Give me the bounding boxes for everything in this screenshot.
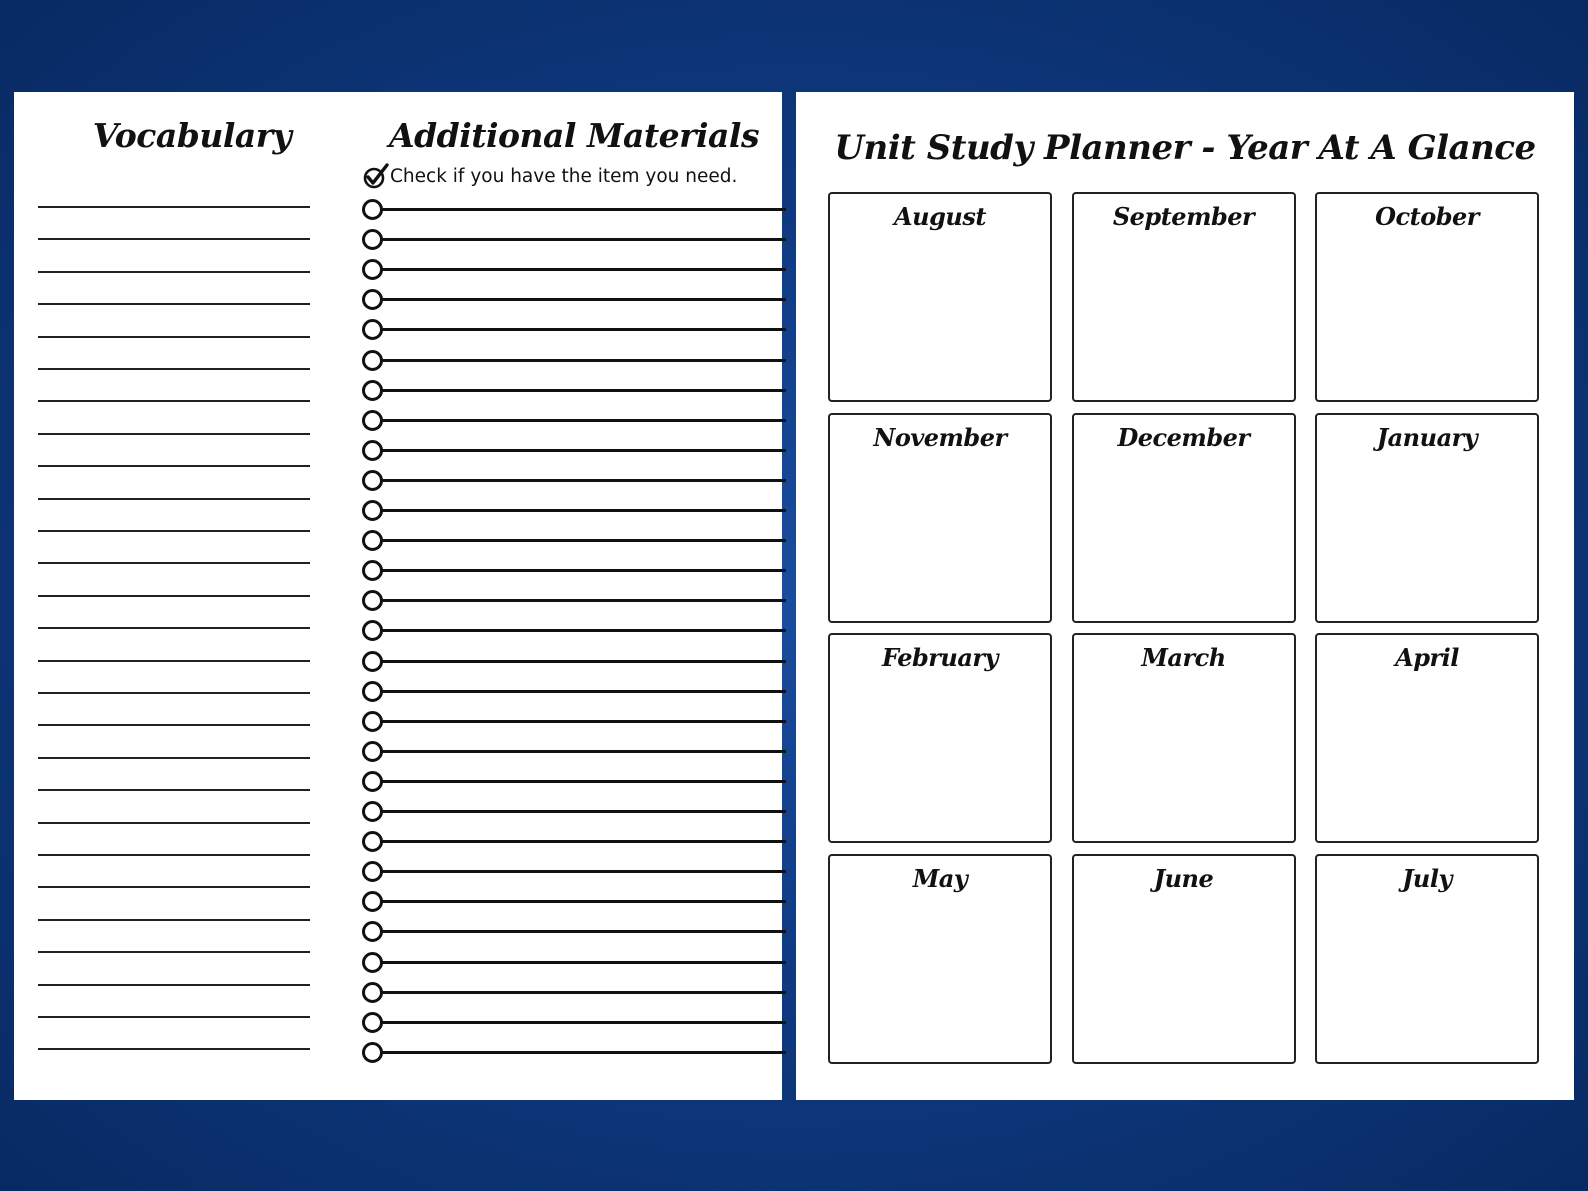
month-label: August: [894, 202, 986, 231]
materials-row: [362, 380, 786, 402]
materials-row: [362, 289, 786, 311]
month-label: June: [1153, 863, 1214, 893]
month-box-april[interactable]: [1315, 633, 1539, 843]
materials-row: [362, 229, 786, 251]
materials-line[interactable]: [378, 961, 786, 964]
materials-line[interactable]: [378, 419, 786, 422]
materials-line[interactable]: [378, 298, 786, 301]
materials-row: [362, 982, 786, 1004]
materials-checkbox[interactable]: [362, 410, 383, 431]
materials-line[interactable]: [378, 629, 786, 632]
materials-line[interactable]: [378, 208, 786, 211]
materials-checkbox[interactable]: [362, 921, 383, 942]
vocabulary-heading: Vocabulary: [92, 116, 292, 155]
month-box-june[interactable]: [1072, 854, 1296, 1064]
materials-row: [362, 590, 786, 612]
month-box-march[interactable]: [1072, 633, 1296, 843]
materials-row: [362, 199, 786, 221]
materials-line[interactable]: [378, 389, 786, 392]
month-label: November: [873, 422, 1007, 452]
materials-row: [362, 861, 786, 883]
month-box-january[interactable]: [1315, 413, 1539, 623]
materials-row: [362, 259, 786, 281]
right-planner-page: [796, 92, 1574, 1100]
materials-checkbox[interactable]: [362, 801, 383, 822]
materials-line[interactable]: [378, 780, 786, 783]
month-box-november[interactable]: [828, 413, 1052, 623]
materials-line[interactable]: [378, 1051, 786, 1054]
month-box-may[interactable]: [828, 854, 1052, 1064]
materials-checkbox[interactable]: [362, 560, 383, 581]
planner-title: Unit Study Planner - Year At A Glance: [834, 128, 1536, 168]
materials-row: [362, 440, 786, 462]
month-label: May: [912, 863, 968, 893]
materials-checklist: [14, 92, 782, 1100]
materials-line[interactable]: [378, 328, 786, 331]
month-label: March: [1141, 643, 1226, 672]
materials-checkbox[interactable]: [362, 380, 383, 401]
materials-checkbox[interactable]: [362, 319, 383, 340]
materials-row: [362, 711, 786, 733]
materials-row: [362, 319, 786, 341]
materials-checkbox[interactable]: [362, 681, 383, 702]
materials-checkbox[interactable]: [362, 771, 383, 792]
materials-line[interactable]: [378, 810, 786, 813]
month-box-july[interactable]: [1315, 854, 1539, 1064]
materials-row: [362, 801, 786, 823]
materials-checkbox[interactable]: [362, 199, 383, 220]
month-box-october[interactable]: [1315, 192, 1539, 402]
month-grid: [828, 192, 1543, 1064]
month-label: December: [1117, 422, 1250, 452]
materials-row: [362, 1012, 786, 1034]
materials-line[interactable]: [378, 720, 786, 723]
materials-checkbox[interactable]: [362, 530, 383, 551]
materials-line[interactable]: [378, 1021, 786, 1024]
materials-checkbox[interactable]: [362, 1042, 383, 1063]
materials-line[interactable]: [378, 750, 786, 753]
materials-line[interactable]: [378, 930, 786, 933]
materials-checkbox[interactable]: [362, 651, 383, 672]
materials-checkbox[interactable]: [362, 891, 383, 912]
additional-materials-heading: Additional Materials: [388, 116, 760, 155]
materials-checkbox[interactable]: [362, 952, 383, 973]
materials-row: [362, 350, 786, 372]
month-label: September: [1112, 202, 1255, 231]
materials-row: [362, 952, 786, 974]
month-label: July: [1402, 863, 1452, 893]
materials-row: [362, 771, 786, 793]
materials-row: [362, 831, 786, 853]
month-label: October: [1375, 202, 1479, 231]
materials-checkbox[interactable]: [362, 831, 383, 852]
materials-checkbox[interactable]: [362, 229, 383, 250]
materials-checkbox[interactable]: [362, 1012, 383, 1033]
check-note-text: Check if you have the item you need.: [390, 165, 738, 187]
materials-line[interactable]: [378, 509, 786, 512]
materials-checkbox[interactable]: [362, 711, 383, 732]
materials-checkbox[interactable]: [362, 982, 383, 1003]
materials-line[interactable]: [378, 690, 786, 693]
month-box-december[interactable]: [1072, 413, 1296, 623]
materials-checkbox[interactable]: [362, 440, 383, 461]
materials-line[interactable]: [378, 870, 786, 873]
materials-checkbox[interactable]: [362, 259, 383, 280]
month-box-february[interactable]: [828, 633, 1052, 843]
materials-row: [362, 470, 786, 492]
materials-row: [362, 410, 786, 432]
month-label: April: [1395, 643, 1459, 672]
left-planner-page: [14, 92, 782, 1100]
materials-row: [362, 1042, 786, 1064]
materials-checkbox[interactable]: [362, 741, 383, 762]
materials-line[interactable]: [378, 268, 786, 271]
month-box-september[interactable]: [1072, 192, 1296, 402]
month-box-august[interactable]: [828, 192, 1052, 402]
materials-row: [362, 891, 786, 913]
materials-row: [362, 500, 786, 522]
materials-row: [362, 921, 786, 943]
materials-row: [362, 651, 786, 673]
month-label: February: [881, 643, 998, 672]
materials-checkbox[interactable]: [362, 590, 383, 611]
materials-line[interactable]: [378, 991, 786, 994]
materials-line[interactable]: [378, 900, 786, 903]
materials-line[interactable]: [378, 599, 786, 602]
materials-checkbox[interactable]: [362, 470, 383, 491]
month-label: January: [1376, 422, 1478, 452]
materials-line[interactable]: [378, 840, 786, 843]
materials-row: [362, 530, 786, 552]
materials-line[interactable]: [378, 479, 786, 482]
materials-row: [362, 560, 786, 582]
materials-line[interactable]: [378, 660, 786, 663]
materials-checkbox[interactable]: [362, 620, 383, 641]
materials-checkbox[interactable]: [362, 350, 383, 371]
materials-row: [362, 741, 786, 763]
materials-line[interactable]: [378, 449, 786, 452]
materials-checkbox[interactable]: [362, 500, 383, 521]
materials-row: [362, 681, 786, 703]
materials-row: [362, 620, 786, 642]
materials-checkbox[interactable]: [362, 289, 383, 310]
materials-line[interactable]: [378, 238, 786, 241]
materials-line[interactable]: [378, 569, 786, 572]
materials-line[interactable]: [378, 539, 786, 542]
materials-checkbox[interactable]: [362, 861, 383, 882]
materials-line[interactable]: [378, 359, 786, 362]
